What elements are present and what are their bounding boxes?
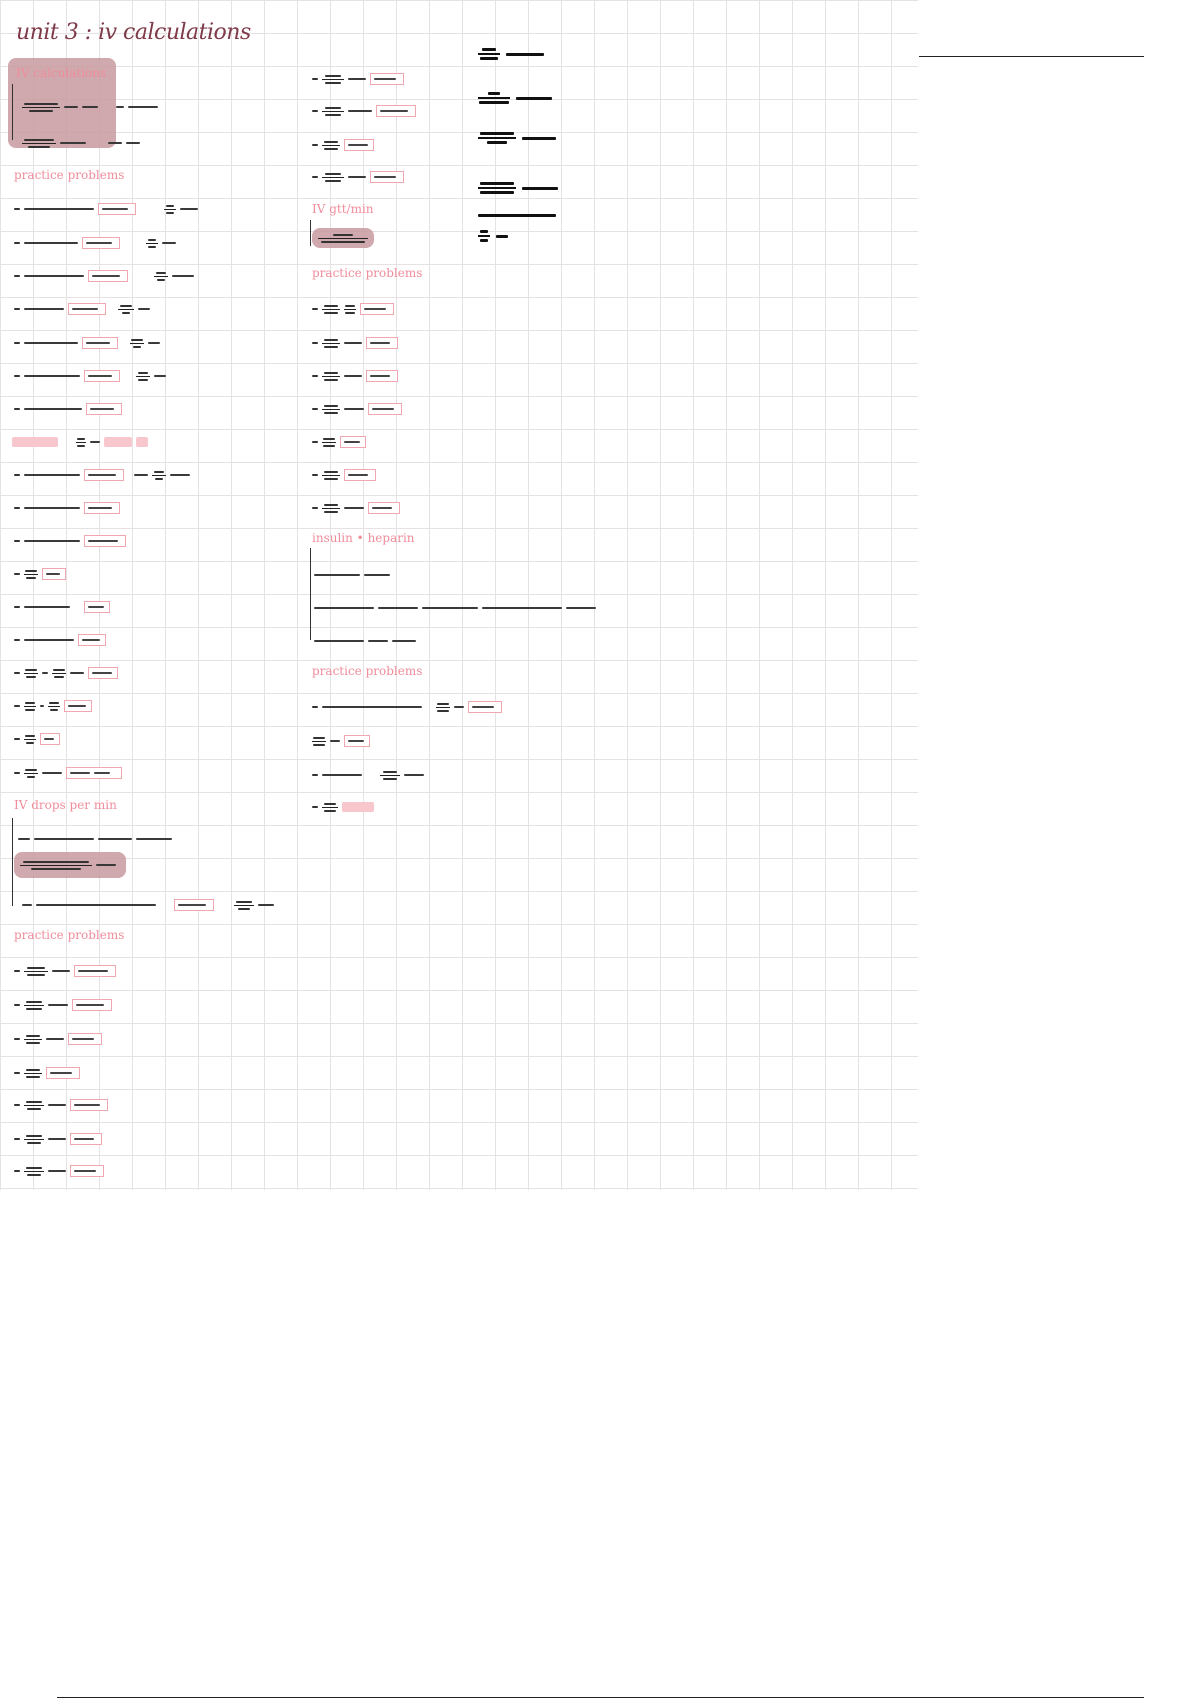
problem-line: [14, 1066, 80, 1080]
bottom-rule: [57, 1697, 1144, 1698]
problem-line: [14, 600, 110, 614]
problem-line: [14, 1032, 102, 1046]
heading-practice-problems-2: practice problems: [14, 928, 125, 942]
problem-line: [14, 998, 112, 1012]
problem-line: [312, 170, 404, 184]
problem-line: [14, 336, 160, 350]
problem-line: [14, 567, 66, 581]
reference-formula: [478, 230, 508, 242]
problem-line-highlighted: [312, 800, 374, 814]
problem-line: [312, 768, 424, 782]
note-line: [314, 634, 416, 648]
formula-line: [318, 231, 368, 245]
problem-line: [14, 202, 198, 216]
bracket-line: [310, 220, 311, 246]
problem-line: [312, 700, 502, 714]
problem-line: [14, 1132, 102, 1146]
problem-line: [14, 236, 176, 250]
heading-iv-calculations: IV calculations: [16, 66, 107, 80]
problem-line: [312, 138, 374, 152]
problem-line: [312, 302, 394, 316]
problem-line: [14, 534, 126, 548]
problem-line: [14, 1164, 104, 1178]
formula-line: [20, 858, 116, 872]
problem-line: [312, 435, 366, 449]
problem-line: [14, 302, 150, 316]
bracket-line: [12, 818, 13, 906]
bracket-line: [310, 548, 311, 640]
problem-line: [14, 766, 122, 780]
problem-line: [312, 468, 376, 482]
problem-line-highlighted: [12, 435, 148, 449]
problem-line: [312, 72, 404, 86]
problem-line: [14, 666, 118, 680]
reference-formula: [478, 182, 558, 194]
problem-line: [14, 1098, 108, 1112]
page-title: unit 3 : iv calculations: [16, 20, 251, 45]
problem-line: [14, 369, 166, 383]
problem-line: [312, 402, 402, 416]
reference-formula: [478, 48, 544, 60]
definition-line: [18, 832, 172, 846]
formula-line: [22, 100, 158, 114]
note-line: [314, 601, 596, 615]
example-line: [22, 898, 274, 912]
problem-line: [312, 336, 398, 350]
problem-line: [312, 734, 370, 748]
problem-line: [14, 402, 122, 416]
problem-line: [312, 501, 400, 515]
heading-iv-gtt-min: IV gtt/min: [312, 202, 374, 216]
problem-line: [14, 964, 116, 978]
problem-line: [312, 369, 398, 383]
formula-line: [22, 136, 140, 150]
bracket-line: [12, 84, 13, 140]
problem-line: [14, 269, 194, 283]
reference-formula: [478, 132, 556, 144]
reference-formula: [478, 92, 552, 104]
heading-practice-problems-1: practice problems: [14, 168, 125, 182]
note-line: [314, 568, 390, 582]
reference-formula: [478, 214, 556, 217]
problem-line: [14, 468, 190, 482]
heading-practice-problems-3: practice problems: [312, 266, 423, 280]
heading-iv-drops-per-min: IV drops per min: [14, 798, 117, 812]
problem-line: [14, 699, 92, 713]
heading-insulin-heparin: insulin • heparin: [312, 531, 415, 545]
heading-practice-problems-4: practice problems: [312, 664, 423, 678]
top-rule: [919, 56, 1144, 57]
problem-line: [14, 501, 120, 515]
problem-line: [312, 104, 416, 118]
problem-line: [14, 633, 106, 647]
problem-line: [14, 732, 60, 746]
